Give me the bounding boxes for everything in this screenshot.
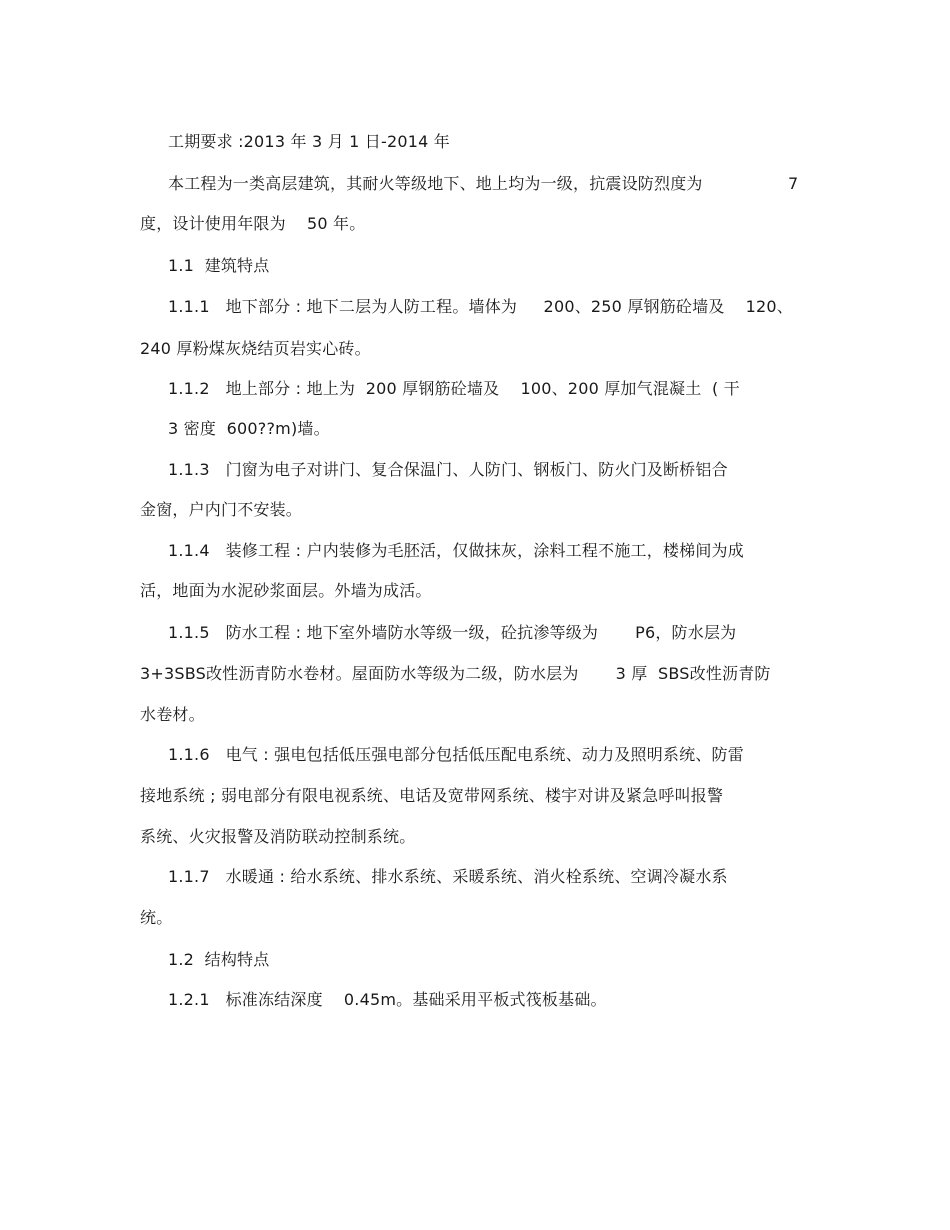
paragraph-line: 金窗，户内门不安装。 (140, 500, 303, 519)
paragraph-line: 本工程为一类高层建筑，其耐火等级地下、地上均为一级，抗震设防烈度为 (168, 174, 703, 193)
paragraph-line: 240 厚粉煤灰烧结页岩实心砖。 (140, 339, 371, 358)
paragraph-line: 活，地面为水泥砂浆面层。外墙为成活。 (140, 581, 432, 600)
paragraph-line: 接地系统 ; 弱电部分有限电视系统、电话及宽带网系统、楼宇对讲及紧急呼叫报警 (140, 786, 724, 805)
paragraph-line: 1.1.6 电气 : 强电包括低压强电部分包括低压配电系统、动力及照明系统、防雷 (168, 745, 744, 764)
schedule-line: 工期要求 :2013 年 3 月 1 日-2014 年 (168, 132, 450, 151)
paragraph-line: 3+3SBS改性沥青防水卷材。屋面防水等级为二级，防水层为 3 厚 SBS改性沥青防 (140, 664, 771, 683)
paragraph-line: 统。 (140, 908, 173, 927)
paragraph-line: 1.2.1 标准冻结深度 0.45m。基础采用平板式筏板基础。 (168, 990, 607, 1009)
paragraph-line: 系统、火灾报警及消防联动控制系统。 (140, 827, 416, 846)
paragraph-line: 度，设计使用年限为 50 年。 (140, 214, 366, 233)
paragraph-line: 1.1.3 门窗为电子对讲门、复合保温门、人防门、钢板门、防火门及断桥铝合 (168, 460, 728, 479)
paragraph-line: 水卷材。 (140, 705, 205, 724)
paragraph-line: 1.1.7 水暖通 : 给水系统、排水系统、采暖系统、消火栓系统、空调冷凝水系 (168, 867, 728, 886)
paragraph-line: 1.1.5 防水工程 : 地下室外墙防水等级一级，砼抗渗等级为 P6，防水层为 (168, 623, 737, 642)
paragraph-line: 3 密度 600??m)墙。 (168, 419, 330, 438)
section-heading: 1.2 结构特点 (168, 950, 270, 969)
paragraph-line: 1.1.4 装修工程 : 户内装修为毛胚活，仅做抹灰，涂料工程不施工，楼梯间为成 (168, 541, 744, 560)
paragraph-line: 7 (788, 174, 799, 193)
paragraph-line: 1.1.1 地下部分 : 地下二层为人防工程。墙体为 200、250 厚钢筋砼墙及 120、 (168, 297, 794, 316)
paragraph-line: 1.1.2 地上部分 : 地上为 200 厚钢筋砼墙及 100、200 厚加气混凝土 ( 干 (168, 379, 740, 398)
section-heading: 1.1 建筑特点 (168, 256, 270, 275)
